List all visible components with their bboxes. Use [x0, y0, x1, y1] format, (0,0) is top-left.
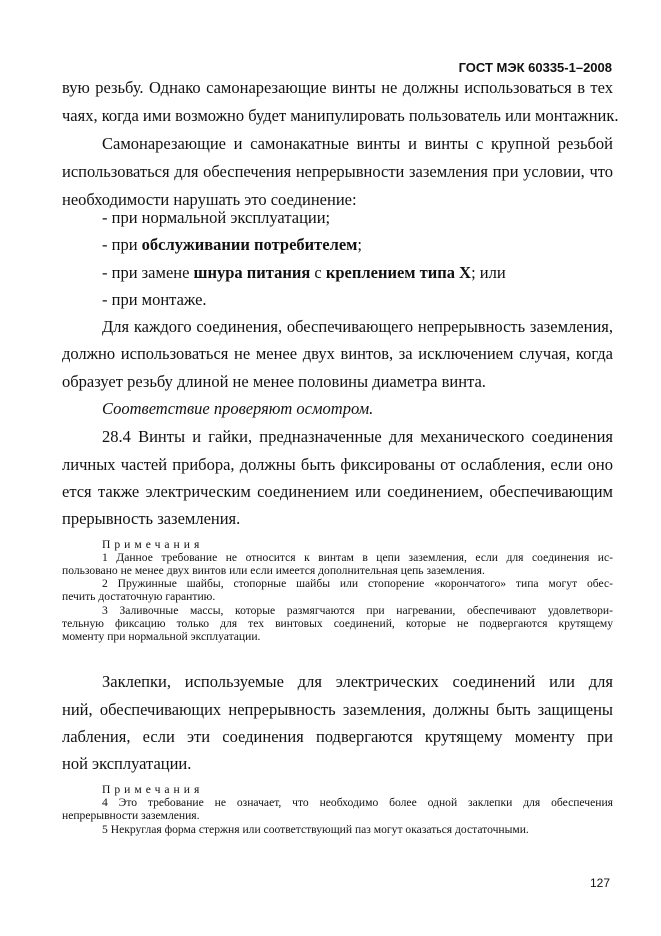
defined-term: обслуживании потребителем [141, 235, 358, 254]
document-header: ГОСТ МЭК 60335-1–2008 [458, 60, 612, 75]
list-item: - при монтаже. [102, 290, 207, 309]
page-number: 127 [590, 876, 611, 890]
text-line: необходимости нарушать это соединение: [62, 190, 357, 209]
notes-title: Примечания [102, 783, 204, 796]
text-line: ной эксплуатации. [62, 754, 192, 773]
note-line: 3 Заливочные массы, которые размягчаются при нагревании, обеспечивают удовлетвори- [102, 604, 613, 617]
note-line: непрерывности заземления. [62, 809, 200, 822]
text-line: использоваться для обеспечения непрерывности заземления при условии, что [62, 162, 613, 181]
text-line: чаях, когда ими возможно будет манипулировать пользователь или монтажник. [62, 106, 619, 125]
note-line: печить достаточную гарантию. [62, 590, 216, 603]
note-line: пользовано не менее двух винтов или если имеется дополнительная цепь заземления. [62, 564, 485, 577]
list-item [62, 235, 613, 255]
text-line: ний, обеспечивающих непрерывность заземления, должны быть защищены [62, 700, 613, 719]
text: ; или [471, 263, 506, 282]
text-line: ется также электрическим соединением или соединением, обеспечивающим [62, 482, 613, 501]
text: - при [102, 235, 142, 254]
text-line: образует резьбу длиной не менее половины диаметра винта. [62, 372, 486, 391]
text-line: личных частей прибора, должны быть фиксированы от ослабления, если оно [62, 455, 613, 474]
text-line: Заклепки, используемые для электрических соединений или для [102, 672, 613, 691]
defined-term: креплением типа X [325, 263, 472, 282]
text-line: лабления, если эти соединения подвергаются крутящему моменту при [62, 727, 613, 746]
notes-title: Примечания [102, 538, 204, 551]
list-item: - при нормальной эксплуатации; [102, 208, 331, 227]
text-line: 28.4 Винты и гайки, предназначенные для механического соединения [102, 427, 613, 446]
note-line: 1 Данное требование не относится к винтам в цепи заземления, если для соединения ис- [102, 551, 613, 564]
note-line: 4 Это требование не означает, что необходимо более одной заклепки для обеспечения [102, 796, 613, 809]
list-item [62, 263, 613, 283]
note-line: тельную фиксацию только для тех винтовых соединений, которые не подвергаются крутящему [62, 617, 613, 630]
note-line: моменту при нормальной эксплуатации. [62, 630, 261, 643]
text: ; [357, 235, 362, 254]
defined-term: шнура питания [193, 263, 311, 282]
note-line: 2 Пружинные шайбы, стопорные шайбы или стопорение «корончатого» типа могут обес- [102, 577, 613, 590]
compliance-statement: Соответствие проверяют осмотром. [102, 399, 374, 418]
text-line: должно использоваться не менее двух винтов, за исключением случая, когда [62, 344, 613, 363]
text-line: прерывность заземления. [62, 509, 241, 528]
text-line: вую резьбу. Однако самонарезающие винты не должны использоваться в тех [62, 78, 613, 97]
text: с [310, 263, 326, 282]
text-line: Для каждого соединения, обеспечивающего непрерывность заземления, [102, 317, 613, 336]
text: - при замене [102, 263, 194, 282]
note-line: 5 Некруглая форма стержня или соответствующий паз могут оказаться достаточными. [102, 823, 529, 836]
text-line: Самонарезающие и самонакатные винты и винты с крупной резьбой [102, 134, 613, 153]
